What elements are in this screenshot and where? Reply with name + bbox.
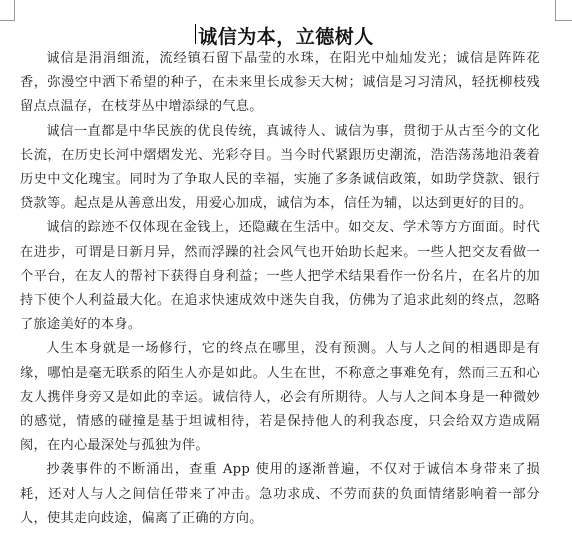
margin-mark-top-left — [0, 20, 14, 21]
paragraph-1[interactable]: 诚信是涓涓细流，流经镇石留下晶莹的水珠，在阳光中灿灿发光；诚信是阵阵花香，弥漫空中洒下希望的种子，在未来里长成参天大树；诚信是习习清风，轻抚柳枝残留点点温存，在枝芽丛中增添绿的气息。 — [20, 51, 540, 115]
paragraph-4[interactable]: 人生本身就是一场修行，它的终点在哪里，没有预测。人与人之间的相遇即是有缘，哪怕是毫无联系的陌生人亦是如此。人生在世，不称意之事难免有，然而三五和心友人携伴身旁又是如此的幸运。诚信待人，必会有所期待。人与人之间本身是一种微妙的感觉，情感的碰撞是基于坦诚相待，若是保持他人的利我态度，只会给双方造成隔阂，在内心最深处与孤独为伴。 — [20, 341, 540, 454]
margin-mark-top-right — [556, 20, 572, 21]
document-title[interactable]: 诚信为本，立德树人 — [198, 26, 374, 48]
paragraph-5[interactable]: 抄袭事件的不断涌出，查重 App 使用的逐渐普遍，不仅对于诚信本身带来了损耗，还对人与人之间信任带来了冲击。急功求成、不劳而获的负面情绪影响着一部分人，使其走向歧途，偏离了正确的方向。 — [20, 462, 540, 526]
margin-mark-top-right — [555, 0, 556, 21]
document-body[interactable] — [20, 47, 540, 531]
margin-mark-top-left — [14, 0, 15, 21]
paragraph-3[interactable]: 诚信的踪迹不仅体现在金钱上，还隐藏在生活中。如交友、学术等方方面面。时代在进步，可谓是日新月异，然而浮躁的社会风气也开始助长起来。一些人把交友看做一个平台，在友人的帮衬下获得自身利益；一些人把学术结果看作一份名片，在名片的加持下使个人利益最大化。在追求快速成效中迷失自我，仿佛为了追求此刻的终点，忽略了旅途美好的本身。 — [20, 220, 540, 333]
paragraph-2[interactable]: 诚信一直都是中华民族的优良传统，真诚待人、诚信为事，贯彻于从古至今的文化长流，在历史长河中熠熠发光、光彩夺目。当今时代紧跟历史潮流，浩浩荡荡地沿袭着历史中文化瑰宝。同时为了争取人民的幸福，实施了多条诚信政策，如助学贷款、银行贷款等。起点是从善意出发，用爱心加成，诚信为本，信任为辅，以达到更好的目的。 — [20, 123, 540, 212]
